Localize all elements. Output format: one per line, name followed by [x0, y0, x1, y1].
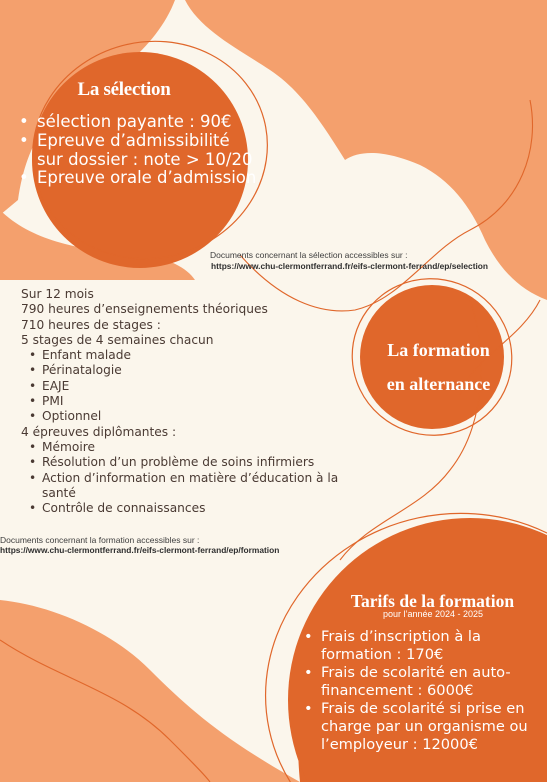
formation-title-line-2: en alternance	[386, 374, 491, 394]
list-item: • Résolution d’un problème de soins infirmiers	[21, 455, 341, 470]
stages-list	[21, 348, 341, 424]
formation-documents-link[interactable]: https://www.chu-clermontferrand.fr/eifs-clermont-ferrand/ep/formation	[0, 545, 280, 555]
tarifs-list	[304, 628, 544, 754]
formation-duration: Sur 12 mois	[21, 287, 94, 301]
list-item: • Contrôle de connaissances	[21, 501, 341, 516]
tarifs-subtitle: pour l’année 2024 - 2025	[382, 609, 484, 619]
selection-title: La sélection	[77, 79, 171, 100]
list-item: • EAJE	[21, 379, 341, 394]
tarifs-title: Tarifs de la formation	[350, 591, 515, 611]
list-item: • Frais de scolarité en auto-financement : 6000€	[304, 664, 544, 700]
list-item: • Frais d’inscription à la formation : 170€	[304, 628, 544, 664]
list-item: • Périnatalogie	[21, 363, 341, 378]
list-item: • Frais de scolarité si prise en charge par un organisme ou l’employeur : 12000€	[304, 700, 544, 754]
formation-stage-hours: 710 heures de stages :	[21, 317, 161, 332]
list-item: • Epreuve d’admissibilité sur dossier : note > 10/20	[19, 132, 257, 170]
list-item: • Optionnel	[21, 409, 341, 424]
formation-documents-label: Documents concernant la formation accessibles sur :	[0, 535, 200, 545]
list-item: • Mémoire	[21, 440, 341, 455]
formation-details	[21, 287, 341, 516]
formation-title	[365, 333, 512, 401]
list-item: • Epreuve orale d’admission	[19, 169, 257, 188]
list-item: • Enfant malade	[21, 348, 341, 363]
list-item: • Action d’information en matière d’éducation à la santé	[21, 471, 341, 502]
formation-title-line-1: La formation	[387, 340, 490, 360]
epreuves-list	[21, 440, 341, 516]
selection-documents-label: Documents concernant la sélection accessibles sur :	[210, 250, 408, 260]
formation-stage-count: 5 stages de 4 semaines chacun	[21, 332, 214, 347]
blob-bottom-left	[0, 600, 300, 782]
selection-list	[19, 113, 257, 188]
selection-documents-link[interactable]: https://www.chu-clermontferrand.fr/eifs-clermont-ferrand/ep/selection	[211, 261, 489, 271]
list-item: • sélection payante : 90€	[19, 113, 257, 132]
formation-theory-hours: 790 heures d’enseignements théoriques	[21, 302, 268, 317]
list-item: • PMI	[21, 394, 341, 409]
epreuves-heading: 4 épreuves diplômantes :	[21, 424, 177, 439]
